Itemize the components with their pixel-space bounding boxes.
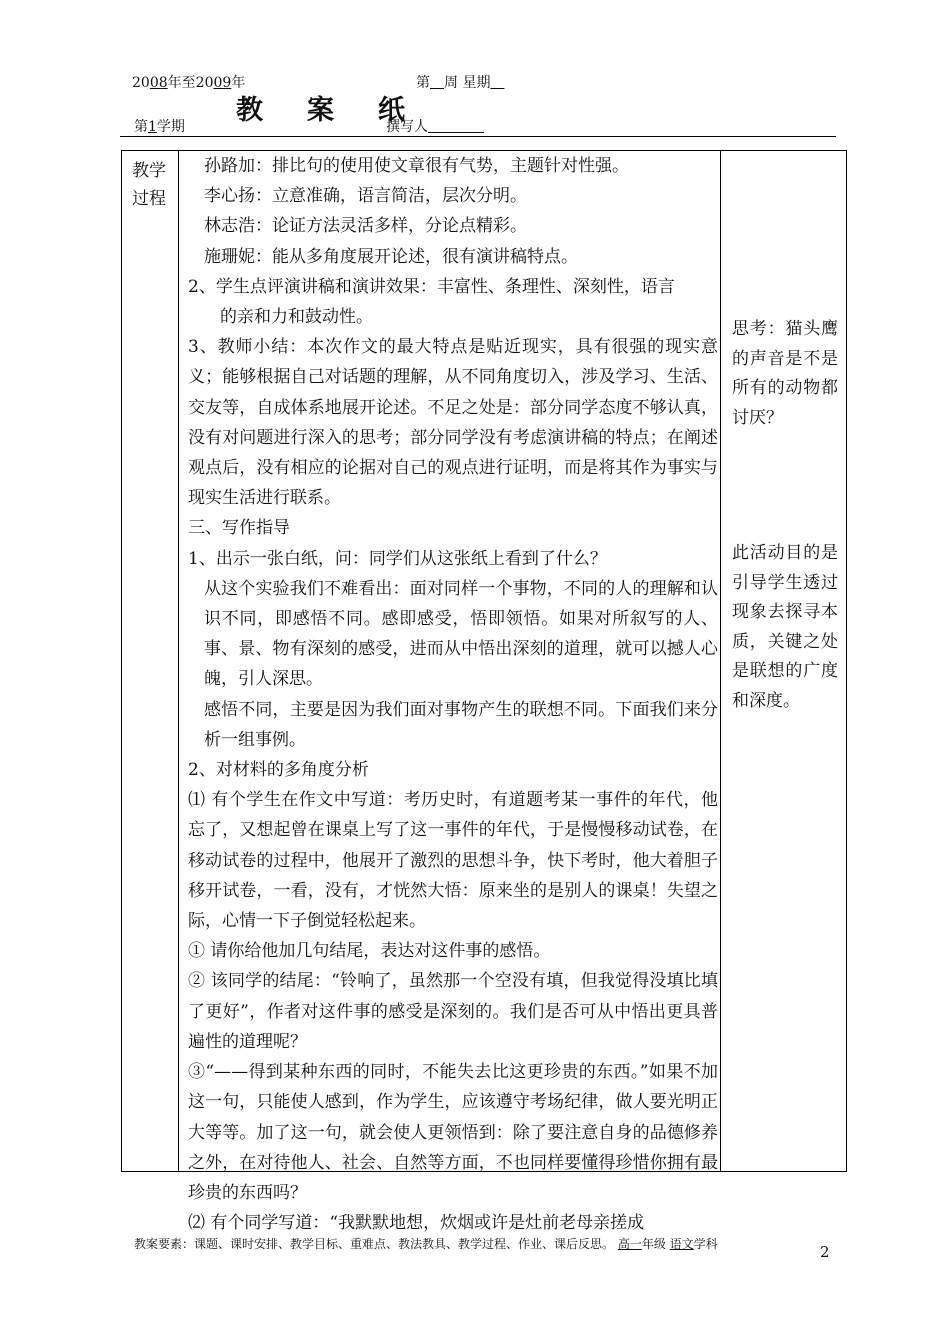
author-field: 撰写人 [386,119,428,135]
content-line: ① 请你给他加几句结尾，表达对这件事的感悟。 [188,941,551,962]
content-line: 2、对材料的多角度分析 [188,760,369,781]
content-line: 孙路加：排比句的使用使文章很有气势，主题针对性强。 [204,156,629,176]
column-divider-left [178,151,179,1171]
school-year-range: 2008年至2009年 [132,75,246,91]
side-note-purpose: 此活动目的是引导学生透过现象去探寻本质，关键之处是联想的广度和深度。 [732,543,838,711]
header-rule [120,136,836,137]
content-paragraph: ② 该同学的结尾：“铃响了，虽然那一个空没有填，但我觉得没填比填了更好”，作者对这件事的感受是深刻的。我们是否可从中悟出更具普遍性的道理呢？ [188,971,718,1052]
page-number: 2 [820,1243,830,1261]
footer-elements: 教案要素：课题、课时安排、教学目标、重难点、教法教具、教学过程、作业、课后反思。 高一年级 语文学科 [134,1237,718,1251]
content-paragraph: ③“——得到某种东西的同时，不能失去比这更珍贵的东西。”如果不加这一句，只能使人感到，作为学生，应该遵守考场纪律，做人要光明正大等等。加了这一句，就会使人更领悟到：除了要注意自身的品德修养之外，在对待他人、社会、自然等方面，不也同样要懂得珍惜你拥有最珍贵的东西吗？ [188,1062,718,1203]
section-label: 教学过程 [132,161,166,209]
content-line: 1、出示一张白纸，问：同学们从这张纸上看到了什么？ [188,548,607,569]
column-divider-right [720,151,721,1171]
content-paragraph: 感悟不同，主要是因为我们面对事物产生的联想不同。下面我们来分析一组事例。 [204,699,718,750]
content-line: 2、学生点评演讲稿和演讲效果：丰富性、条理性、深刻性，语言 [188,276,675,297]
side-note-question: 思考：猫头鹰的声音是不是所有的动物都讨厌？ [732,319,838,428]
page-title: 教 案 纸 [236,95,405,126]
content-line: 施珊妮：能从多角度展开论述，很有演讲稿特点。 [204,246,578,267]
lesson-content [188,151,718,1238]
content-line: 的亲和力和鼓动性。 [220,307,373,328]
week-weekday: 第 周 星期 [416,75,491,91]
lesson-table [121,150,847,1234]
term-label: 第1学期 [134,119,185,135]
content-paragraph: 3、教师小结：本次作文的最大特点是贴近现实，具有很强的现实意义；能够根据自己对话题的理解，从不同角度切入，涉及学习、生活、交友等，自成体系地展开论述。不足之处是：部分同学态度不够认真，没有对问题进行深入的思考；部分同学没有考虑演讲稿的特点；在阐述观点后，没有相应的论据对自己的观点进行证明，而是将其作为事实与现实生活进行联系。 [188,337,718,509]
section-heading: 三、写作指导 [188,518,290,539]
content-line: 李心扬：立意准确，语言简洁，层次分明。 [204,186,527,207]
content-paragraph: 从这个实验我们不难看出：面对同样一个事物，不同的人的理解和认识不同，即感悟不同。感即感受，悟即领悟。如果对所叙写的人、事、景、物有深刻的感受，进而从中悟出深刻的道理，就可以撼人心魄，引人深思。 [204,578,718,690]
content-line: ⑵ 有个同学写道：“我默默地想，炊烟或许是灶前老母亲搓成 [188,1213,645,1234]
content-line: 林志浩：论证方法灵活多样，分论点精彩。 [204,216,527,237]
content-paragraph: ⑴ 有个学生在作文中写道：考历史时，有道题考某一事件的年代，他忘了，又想起曾在课桌上写了这一事件的年代，于是慢慢移动试卷，在移动试卷的过程中，他展开了激烈的思想斗争，快下考时，他大着胆子移开试卷，一看，没有，才恍然大悟：原来坐的是别人的课桌！失望之际，心情一下子倒觉轻松起来。 [188,790,718,932]
